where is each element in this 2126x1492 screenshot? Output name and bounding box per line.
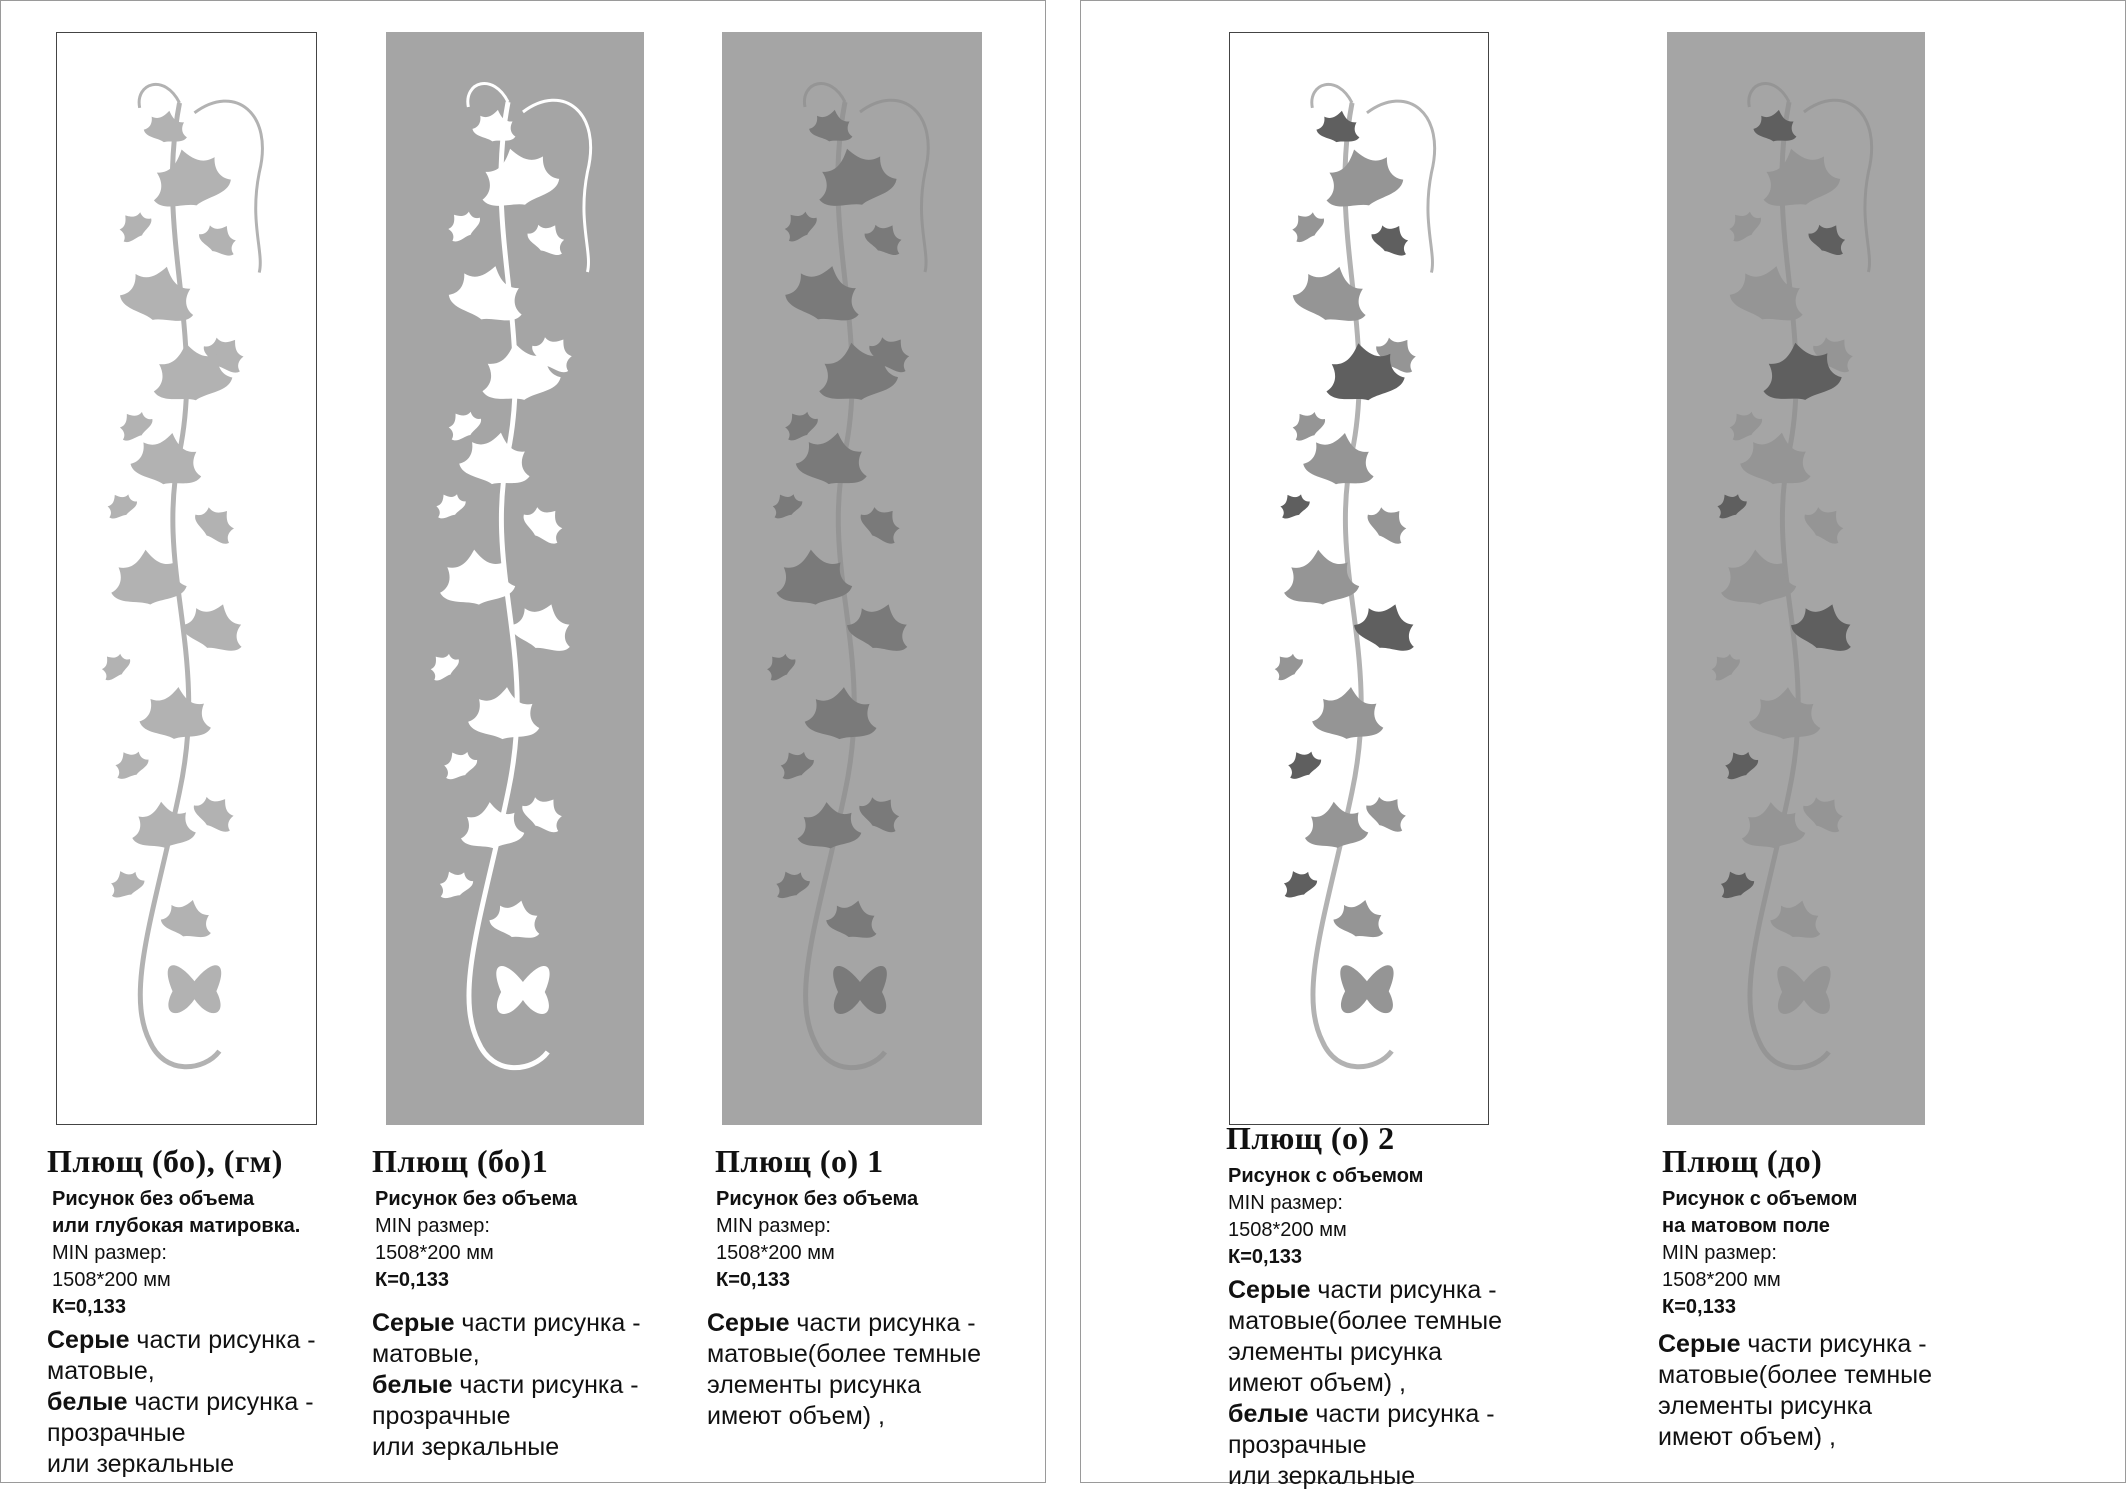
ivy-leaf	[101, 487, 140, 523]
ivy-leaf	[108, 743, 152, 784]
note-text: прозрачные	[372, 1402, 511, 1430]
note-line	[707, 1308, 981, 1339]
note-line	[1658, 1329, 1932, 1360]
ivy-leaf	[445, 256, 532, 329]
panel-2-note	[372, 1308, 641, 1463]
ivy-leaf	[1787, 593, 1862, 658]
panel-5-description	[1662, 1186, 1932, 1240]
note-line	[1658, 1391, 1932, 1422]
ivy-leaf	[773, 744, 817, 785]
note-text: матовые(более темные	[707, 1340, 982, 1368]
note-text: части рисунка -	[129, 1326, 316, 1354]
butterfly	[1777, 966, 1830, 1014]
note-bold-word: белые	[372, 1371, 453, 1399]
note-text: или зеркальные	[1228, 1462, 1416, 1490]
ivy-pattern	[722, 32, 982, 1125]
note-line	[1228, 1275, 1502, 1306]
panel-5-min-label: MIN размер:	[1662, 1242, 1777, 1264]
panel-4-min-label: MIN размер:	[1228, 1192, 1343, 1214]
ivy-leaf	[1316, 139, 1408, 216]
panel-1-caption	[47, 1143, 316, 1480]
ivy-leaf	[190, 497, 244, 550]
panel-3-k: К=0,133	[716, 1269, 790, 1291]
ivy-leaf	[1705, 646, 1744, 684]
panel-1-line-1: Рисунок без объема	[52, 1188, 255, 1210]
ivy-leaf	[1274, 487, 1313, 523]
panel-3-glass	[722, 32, 982, 1125]
panel-3-title: Плющ (о) 1	[715, 1143, 884, 1179]
panel-2-min-label: MIN размер:	[375, 1215, 490, 1237]
note-line	[47, 1387, 316, 1418]
ivy-leaf	[433, 864, 476, 903]
note-text: матовые(более темные	[1658, 1361, 1933, 1389]
ivy-leaf	[824, 894, 884, 944]
note-text: матовые,	[372, 1340, 480, 1368]
note-text: части рисунка -	[789, 1309, 976, 1337]
ivy-leaf	[1718, 744, 1762, 785]
ivy-leaf	[1768, 894, 1828, 944]
ivy-leaf	[458, 799, 525, 851]
ivy-leaf	[112, 404, 156, 446]
note-line	[47, 1325, 316, 1356]
note-text: имеют объем) ,	[1228, 1369, 1406, 1397]
panel-1-size: 1508*200 мм	[52, 1269, 171, 1291]
panel-1-glass	[56, 32, 317, 1125]
panel-2-description	[372, 1186, 641, 1213]
panel-3-line-1: Рисунок без объема	[716, 1188, 919, 1210]
panel-1-note	[47, 1325, 316, 1480]
panel-4-description	[1226, 1163, 1502, 1190]
butterfly	[168, 965, 222, 1013]
ivy-leaf	[1281, 743, 1325, 784]
panel-1-min-label: MIN размер:	[52, 1242, 167, 1264]
ivy-leaf	[1739, 799, 1806, 851]
ivy-leaf	[808, 138, 900, 215]
note-text: имеют объем) ,	[1658, 1423, 1836, 1451]
panel-4-k: К=0,133	[1228, 1246, 1302, 1268]
note-line	[372, 1401, 641, 1432]
ivy-leaf	[440, 203, 484, 246]
butterfly	[496, 966, 549, 1014]
note-line	[707, 1339, 981, 1370]
ivy-leaf	[1714, 864, 1757, 903]
panel-4-title: Плющ (о) 2	[1226, 1120, 1395, 1156]
ivy-leaf	[1289, 257, 1376, 330]
note-line	[1228, 1399, 1502, 1430]
panel-5-line-2: на матовом поле	[1662, 1215, 1830, 1237]
ivy-leaf	[1268, 646, 1307, 684]
ivy-leaf	[1284, 204, 1328, 247]
panel-2-title: Плющ (бо)1	[372, 1143, 549, 1179]
ivy-leaf	[506, 593, 581, 658]
ivy-leaf	[424, 646, 463, 684]
ivy-leaf	[467, 684, 543, 742]
ivy-leaf	[1805, 215, 1854, 260]
ivy-leaf	[1285, 404, 1329, 446]
ivy-leaf	[804, 684, 880, 742]
ivy-leaf	[1331, 893, 1391, 943]
panel-4-note	[1226, 1275, 1502, 1492]
panel-5-glass	[1667, 32, 1925, 1125]
note-line	[372, 1432, 641, 1463]
note-text: имеют объем) ,	[707, 1402, 885, 1430]
note-text: части рисунка -	[1308, 1400, 1495, 1428]
panel-2-line-1: Рисунок без объема	[375, 1188, 578, 1210]
ivy-leaf	[1362, 497, 1416, 550]
ivy-leaf	[177, 593, 253, 658]
ivy-leaf	[861, 215, 910, 260]
ivy-pattern	[386, 32, 644, 1125]
panel-2-size: 1508*200 мм	[375, 1242, 494, 1264]
note-line	[1658, 1422, 1932, 1453]
ivy-pattern	[57, 33, 316, 1124]
panel-5-title: Плющ (до)	[1662, 1143, 1823, 1179]
panel-1-k: К=0,133	[52, 1296, 126, 1318]
ivy-leaf	[1726, 256, 1813, 329]
ivy-leaf	[793, 426, 873, 490]
panel-1-title: Плющ (бо), (гм)	[47, 1143, 283, 1179]
ivy-leaf	[1361, 786, 1415, 837]
ivy-leaf	[843, 593, 919, 658]
ivy-leaf	[158, 893, 218, 943]
note-text: части рисунка -	[452, 1371, 639, 1399]
ivy-leaf	[795, 799, 863, 851]
note-text: прозрачные	[1228, 1431, 1367, 1459]
ivy-leaf	[1722, 403, 1766, 445]
note-line	[372, 1308, 641, 1339]
note-bold-word: Серые	[1658, 1330, 1741, 1358]
note-text: части рисунка -	[127, 1388, 314, 1416]
ivy-leaf	[1277, 863, 1320, 902]
ivy-pattern	[1230, 33, 1488, 1124]
ivy-leaf	[138, 684, 214, 742]
ivy-leaf	[95, 646, 134, 684]
ivy-leaf	[1753, 138, 1845, 215]
note-line	[1228, 1368, 1502, 1399]
ivy-leaf	[472, 138, 564, 215]
ivy-leaf	[1711, 487, 1750, 523]
ivy-leaf	[487, 894, 547, 944]
panel-2-k: К=0,133	[375, 1269, 449, 1291]
ivy-pattern	[1667, 32, 1925, 1125]
panel-5-caption	[1658, 1143, 1933, 1453]
note-bold-word: Серые	[47, 1326, 130, 1354]
ivy-leaf	[1799, 497, 1853, 550]
note-text: элементы рисунка	[1658, 1392, 1873, 1420]
note-line	[707, 1401, 981, 1432]
ivy-leaf	[1748, 684, 1824, 742]
note-bold-word: Серые	[707, 1309, 790, 1337]
ivy-leaf	[471, 106, 519, 145]
note-line	[47, 1418, 316, 1449]
ivy-leaf	[766, 487, 805, 523]
note-text: части рисунка -	[1310, 1276, 1497, 1304]
note-bold-word: Серые	[1228, 1276, 1311, 1304]
note-text: или зеркальные	[372, 1433, 560, 1461]
note-line	[1228, 1430, 1502, 1461]
panel-5-line-1: Рисунок с объемом	[1662, 1188, 1858, 1210]
ivy-leaf	[808, 106, 857, 145]
panel-4-size: 1508*200 мм	[1228, 1219, 1347, 1241]
ivy-leaf	[760, 646, 799, 684]
note-text: матовые,	[47, 1357, 155, 1385]
panel-5-size: 1508*200 мм	[1662, 1269, 1781, 1291]
ivy-leaf	[769, 864, 813, 903]
note-line	[1228, 1306, 1502, 1337]
ivy-leaf	[1301, 427, 1380, 491]
ivy-leaf	[1350, 593, 1425, 658]
ivy-leaf	[1315, 107, 1363, 146]
ivy-leaf	[195, 216, 244, 261]
ivy-leaf	[1302, 799, 1369, 851]
note-line	[47, 1449, 316, 1480]
note-line	[1658, 1360, 1932, 1391]
butterfly	[833, 966, 887, 1014]
note-text: прозрачные	[47, 1419, 186, 1447]
ivy-leaf	[128, 427, 208, 491]
ivy-leaf	[1311, 684, 1387, 742]
ivy-leaf	[517, 787, 571, 838]
panel-1-description	[47, 1186, 316, 1240]
note-line	[707, 1370, 981, 1401]
note-line	[1228, 1337, 1502, 1368]
ivy-leaf	[430, 487, 469, 523]
ivy-leaf	[855, 497, 909, 550]
panel-3-min-label: MIN размер:	[716, 1215, 831, 1237]
panel-3-description	[707, 1186, 981, 1213]
note-line	[1228, 1461, 1502, 1492]
panel-3-caption	[707, 1143, 981, 1432]
ivy-leaf	[781, 256, 869, 329]
ivy-leaf	[116, 257, 203, 330]
ivy-leaf	[1798, 787, 1852, 838]
panel-3-size: 1508*200 мм	[716, 1242, 835, 1264]
panel-5-note	[1658, 1329, 1932, 1453]
note-text: элементы рисунка	[1228, 1338, 1443, 1366]
note-line	[372, 1339, 641, 1370]
panel-5-k: К=0,133	[1662, 1296, 1736, 1318]
ivy-leaf	[104, 863, 147, 902]
ivy-leaf	[437, 744, 481, 785]
ivy-leaf	[441, 403, 485, 445]
panel-2-caption	[372, 1143, 641, 1463]
ivy-leaf	[1738, 426, 1817, 490]
panel-1-line-2: или глубокая матировка.	[52, 1215, 301, 1237]
note-text: матовые(более темные	[1228, 1307, 1503, 1335]
ivy-leaf	[143, 139, 235, 216]
note-bold-word: белые	[1228, 1400, 1309, 1428]
panel-4-glass	[1229, 32, 1489, 1125]
note-line	[47, 1356, 316, 1387]
ivy-leaf	[777, 403, 821, 445]
panel-3-note	[707, 1308, 981, 1432]
panel-4-caption	[1226, 1120, 1502, 1492]
note-bold-word: белые	[47, 1388, 128, 1416]
note-text: или зеркальные	[47, 1450, 235, 1478]
note-text: части рисунка -	[1740, 1330, 1927, 1358]
ivy-leaf	[1368, 216, 1417, 261]
note-line	[372, 1370, 641, 1401]
note-text: элементы рисунка	[707, 1371, 922, 1399]
ivy-leaf	[524, 215, 573, 260]
ivy-leaf	[1752, 106, 1800, 145]
ivy-leaf	[854, 787, 908, 838]
ivy-leaf	[142, 107, 191, 146]
note-text: части рисунка -	[454, 1309, 641, 1337]
ivy-leaf	[457, 426, 536, 490]
note-bold-word: Серые	[372, 1309, 455, 1337]
ivy-leaf	[129, 799, 197, 851]
ivy-leaf	[189, 786, 243, 837]
ivy-leaf	[1721, 203, 1765, 246]
butterfly	[1340, 965, 1393, 1013]
ivy-leaf	[112, 204, 156, 247]
ivy-leaf	[518, 497, 572, 550]
panel-2-glass	[386, 32, 644, 1125]
ivy-leaf	[777, 203, 821, 246]
panel-4-line-1: Рисунок с объемом	[1228, 1165, 1424, 1187]
